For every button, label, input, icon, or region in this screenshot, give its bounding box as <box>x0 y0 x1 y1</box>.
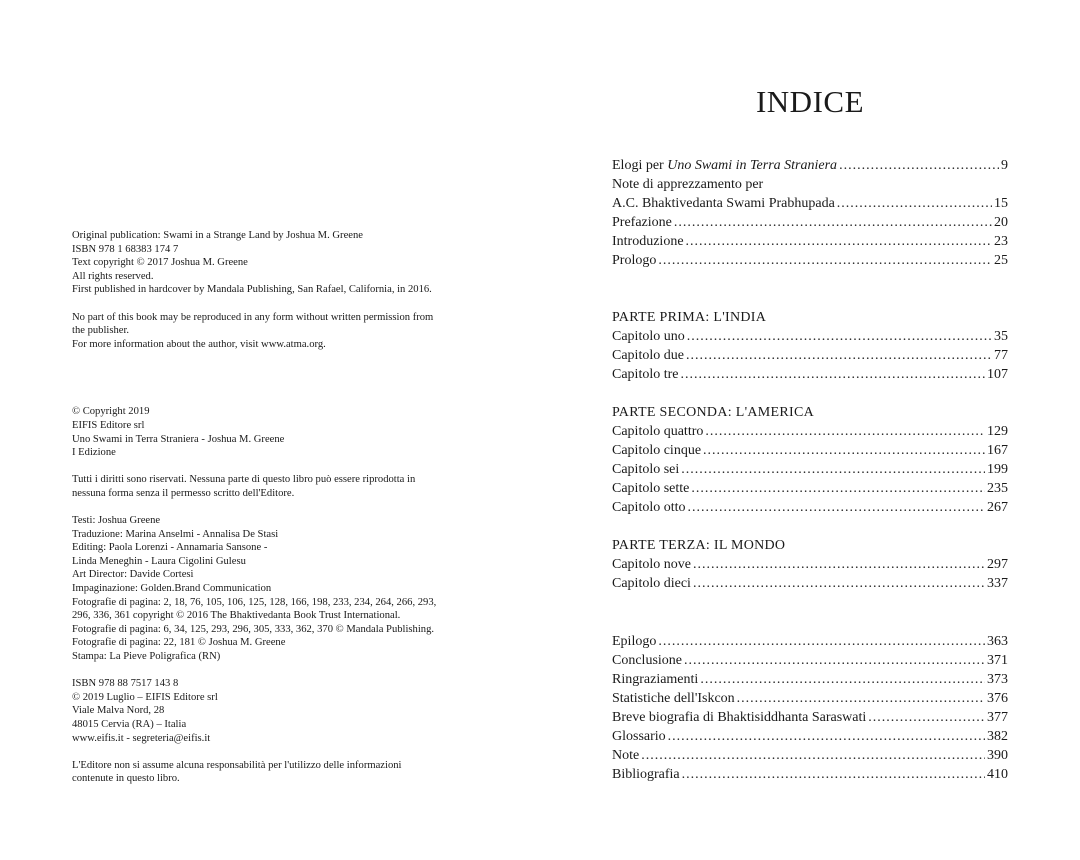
toc-entry-label: Capitolo sei <box>612 462 680 477</box>
toc-entry-page: 382 <box>987 729 1008 744</box>
colophon-disclaimer <box>72 759 472 786</box>
leader-dots <box>686 232 992 251</box>
colophon-line: 296, 336, 361 copyright © 2016 The Bhaktivedanta Book Trust International. <box>72 610 401 622</box>
toc-entry-label: Introduzione <box>612 234 684 249</box>
toc-entry-label: Bibliografia <box>612 767 680 782</box>
toc-part-heading: PARTE SECONDA: L'AMERICA <box>612 405 815 420</box>
toc-entry-label: Breve biografia di Bhaktisiddhanta Saraswati <box>612 710 867 725</box>
leader-dots <box>700 670 985 689</box>
toc-part-heading: PARTE TERZA: IL MONDO <box>612 538 786 553</box>
leader-dots <box>658 632 985 651</box>
leader-dots <box>688 498 986 517</box>
toc-entry-label: Capitolo uno <box>612 329 685 344</box>
toc-entry-page: 363 <box>987 634 1008 649</box>
colophon-line: No part of this book may be reproduced in any form without written permission from <box>72 311 434 323</box>
colophon-publisher-address <box>72 677 472 745</box>
colophon-rights-notice <box>72 473 472 500</box>
toc-entry-label: Capitolo cinque <box>612 443 702 458</box>
toc-entry-label: Capitolo tre <box>612 367 679 382</box>
colophon-line: ISBN 978 88 7517 143 8 <box>72 678 179 690</box>
toc-entry-conclusione[interactable] <box>612 651 1008 670</box>
toc-entry-page: 129 <box>987 424 1008 439</box>
leader-dots <box>658 251 992 270</box>
toc-entry-label: Capitolo otto <box>612 500 686 515</box>
toc-entry-page: 15 <box>994 196 1008 211</box>
leader-dots <box>681 365 986 384</box>
leader-dots <box>641 746 985 765</box>
toc-entry-note[interactable] <box>612 194 1008 213</box>
leader-dots <box>687 327 992 346</box>
colophon-line: Traduzione: Marina Anselmi - Annalisa De Stasi <box>72 528 279 540</box>
toc-entry-page: 337 <box>987 576 1008 591</box>
toc-entry-bibliografia[interactable] <box>612 765 1008 784</box>
toc-entry-chapter[interactable] <box>612 422 1008 441</box>
toc-entry-label: Statistiche dell'Iskcon <box>612 691 735 706</box>
colophon-line: L'Editore non si assume alcuna responsabilità per l'utilizzo delle informazioni <box>72 759 402 771</box>
leader-dots <box>686 346 992 365</box>
colophon-line: Fotografie di pagina: 22, 181 © Joshua M. Greene <box>72 637 286 649</box>
toc-entry-chapter[interactable] <box>612 346 1008 365</box>
toc-entry-prologo[interactable] <box>612 251 1008 270</box>
toc-entry-page: 77 <box>994 348 1008 363</box>
toc-entry-epilogo[interactable] <box>612 632 1008 651</box>
toc-entry-glossario[interactable] <box>612 727 1008 746</box>
toc-entry-chapter[interactable] <box>612 365 1008 384</box>
toc-entry-page: 167 <box>987 443 1008 458</box>
colophon-line: Uno Swami in Terra Straniera - Joshua M. Greene <box>72 433 285 445</box>
toc-entry-note[interactable] <box>612 746 1008 765</box>
colophon-reproduction-notice <box>72 311 472 352</box>
leader-dots <box>693 555 985 574</box>
colophon-line: Linda Meneghin - Laura Cigolini Gulesu <box>72 555 246 567</box>
toc-entry-page: 107 <box>987 367 1008 382</box>
colophon-line: © Copyright 2019 <box>72 406 150 418</box>
colophon-line: © 2019 Luglio – EIFIS Editore srl <box>72 691 218 703</box>
leader-dots <box>668 727 985 746</box>
leader-dots <box>837 194 992 213</box>
toc-entry-elogi[interactable] <box>612 156 1008 175</box>
toc-part-heading: PARTE PRIMA: L'INDIA <box>612 310 767 325</box>
toc-entry-page: 267 <box>987 500 1008 515</box>
colophon-line: Impaginazione: Golden.Brand Communication <box>72 583 272 595</box>
colophon-line: Original publication: Swami in a Strange Land by Joshua M. Greene <box>72 230 363 241</box>
toc-entry-page: 35 <box>994 329 1008 344</box>
toc-back-matter <box>612 632 1008 784</box>
leader-dots <box>737 689 985 708</box>
toc-entry-chapter[interactable] <box>612 441 1008 460</box>
toc-entry-note-line1: Note di apprezzamento per <box>612 177 764 192</box>
colophon-original-block <box>72 229 472 297</box>
toc-entry-chapter[interactable] <box>612 574 1008 593</box>
toc-entry-chapter[interactable] <box>612 498 1008 517</box>
colophon-line: Viale Malva Nord, 28 <box>72 705 165 717</box>
toc-title: INDICE <box>755 84 865 119</box>
colophon-line: Editing: Paola Lorenzi - Annamaria Sansone - <box>72 542 268 554</box>
colophon-line: Fotografie di pagina: 6, 34, 125, 293, 296, 305, 333, 362, 370 © Mandala Publishing. <box>72 623 435 635</box>
toc-entry-page: 390 <box>987 748 1008 763</box>
toc-entry-chapter[interactable] <box>612 327 1008 346</box>
toc-entry-page: 297 <box>987 557 1008 572</box>
leader-dots <box>691 479 985 498</box>
leader-dots <box>839 156 999 175</box>
colophon-line: the publisher. <box>72 325 130 337</box>
toc-entry-page: 410 <box>987 767 1008 782</box>
toc-front-matter <box>612 156 1008 270</box>
toc-entry-page: 235 <box>987 481 1008 496</box>
toc-part-2 <box>612 403 1008 517</box>
colophon-line: www.eifis.it - segreteria@eifis.it <box>72 732 211 744</box>
toc-entry-label: Ringraziamenti <box>612 672 699 687</box>
toc-entry-label: Elogi per Uno Swami in Terra Straniera <box>612 158 838 173</box>
toc-entry-page: 23 <box>994 234 1008 249</box>
colophon-line: ISBN 978 1 68383 174 7 <box>72 243 179 255</box>
colophon-line: contenute in questo libro. <box>72 773 180 785</box>
toc-entry-page: 25 <box>994 253 1008 268</box>
toc-entry-statistiche[interactable] <box>612 689 1008 708</box>
toc-entry-chapter[interactable] <box>612 460 1008 479</box>
colophon-italian-copyright <box>72 405 472 459</box>
colophon-line: Tutti i diritti sono riservati. Nessuna parte di questo libro può essere riprodotta in <box>72 474 416 486</box>
colophon-line: 48015 Cervia (RA) – Italia <box>72 719 187 730</box>
toc-entry-label: Capitolo nove <box>612 557 691 572</box>
colophon-line: All rights reserved. <box>72 270 154 282</box>
toc-entry-label: Prologo <box>612 253 657 268</box>
colophon-line: Testi: Joshua Greene <box>72 515 161 527</box>
leader-dots <box>681 460 985 479</box>
colophon-line: First published in hardcover by Mandala Publishing, San Rafael, California, in 2016. <box>72 284 432 296</box>
toc-entry-page: 373 <box>987 672 1008 687</box>
toc-entry-label: Glossario <box>612 729 666 744</box>
toc-entry-chapter[interactable] <box>612 479 1008 498</box>
colophon-line: I Edizione <box>72 447 116 459</box>
colophon <box>72 229 472 786</box>
toc-entry-chapter[interactable] <box>612 555 1008 574</box>
toc-entry-page: 371 <box>987 653 1008 668</box>
leader-dots <box>684 651 985 670</box>
colophon-line: Text copyright © 2017 Joshua M. Greene <box>72 257 248 269</box>
toc-entry-label: A.C. Bhaktivedanta Swami Prabhupada <box>612 196 835 211</box>
toc-entry-label: Capitolo sette <box>612 481 690 496</box>
toc-part-3 <box>612 536 1008 593</box>
colophon-line: Art Director: Davide Cortesi <box>72 569 194 581</box>
toc-entry-label: Note <box>612 748 640 763</box>
toc-entry-label: Epilogo <box>612 634 657 649</box>
leader-dots <box>693 574 985 593</box>
leader-dots <box>705 422 985 441</box>
toc-entry-page: 199 <box>987 462 1008 477</box>
colophon-line: EIFIS Editore srl <box>72 419 145 431</box>
toc-entry-page: 20 <box>994 215 1008 230</box>
colophon-line: nessuna forma senza il permesso scritto dell'Editore. <box>72 487 295 499</box>
colophon-line: For more information about the author, visit www.atma.org. <box>72 338 326 350</box>
leader-dots <box>674 213 992 232</box>
toc-entry-page: 377 <box>987 710 1008 725</box>
toc-entry-ringraziamenti[interactable] <box>612 670 1008 689</box>
toc-entry-label: Conclusione <box>612 653 682 668</box>
colophon-line: Stampa: La Pieve Poligrafica (RN) <box>72 651 221 663</box>
colophon-credits <box>72 514 472 664</box>
leader-dots <box>682 765 985 784</box>
toc-entry-page: 9 <box>1001 158 1008 173</box>
toc-entry-label: Capitolo due <box>612 348 684 363</box>
toc-entry-biografia[interactable] <box>612 708 1008 727</box>
toc-entry-prefazione[interactable] <box>612 213 1008 232</box>
leader-dots <box>703 441 985 460</box>
toc-entry-page: 376 <box>987 691 1008 706</box>
toc-entry-label: Capitolo quattro <box>612 424 704 439</box>
toc-entry-label: Capitolo dieci <box>612 576 691 591</box>
toc-entry-label: Prefazione <box>612 215 672 230</box>
toc-entry-introduzione[interactable] <box>612 232 1008 251</box>
colophon-line: Fotografie di pagina: 2, 18, 76, 105, 106, 125, 128, 166, 198, 233, 234, 264, 266, 293, <box>72 596 437 608</box>
toc-part-1 <box>612 308 1008 384</box>
leader-dots <box>868 708 985 727</box>
